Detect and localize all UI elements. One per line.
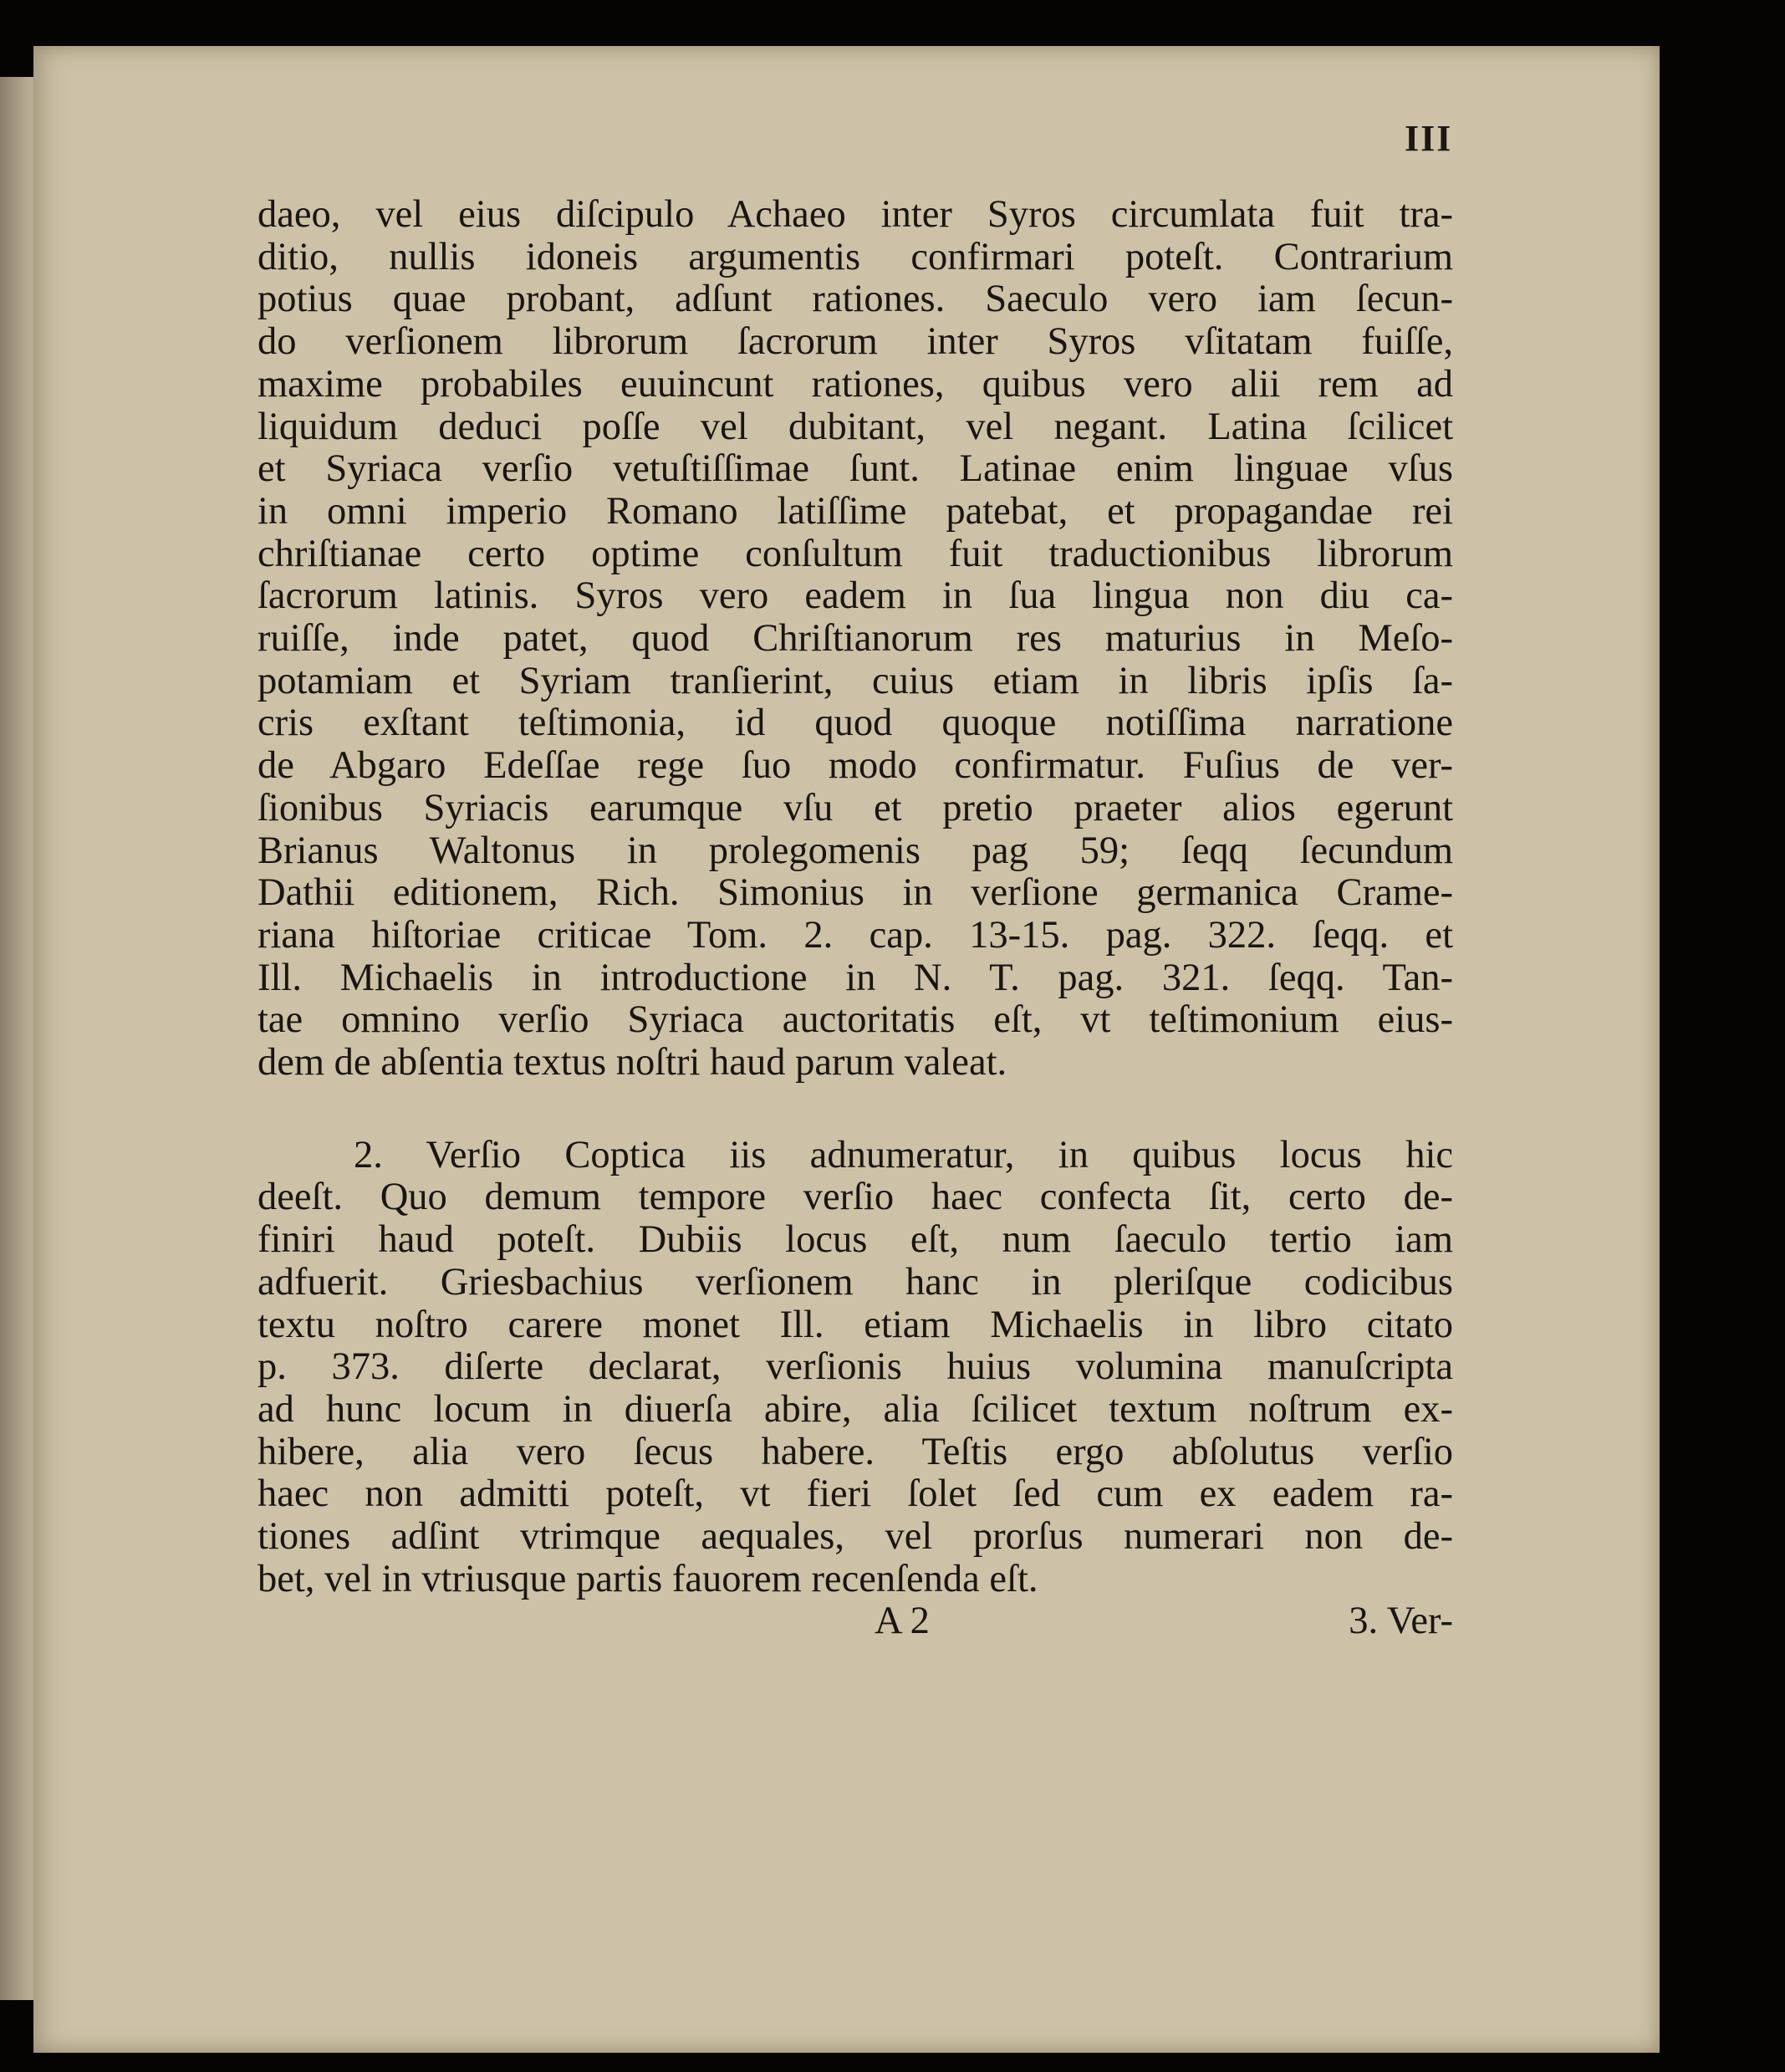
text-line: tae omnino verſio Syriaca auctoritatis eſt, vt teſtimonium eius- <box>258 998 1453 1042</box>
catchword: 3. Ver- <box>1349 1600 1453 1642</box>
text-line: potamiam et Syriam tranſierint, cuius etiam in libris ipſis ſa- <box>258 659 1453 702</box>
text-line: 2. Verſio Coptica iis adnumeratur, in quibus locus hic <box>354 1133 1453 1176</box>
text-line: ſionibus Syriacis earumque vſu et pretio praeter alios egerunt <box>258 786 1453 829</box>
text-line: maxime probabiles euuincunt rationes, quibus vero alii rem ad <box>258 362 1453 406</box>
text-line: deeſt. Quo demum tempore verſio haec confecta ſit, certo de- <box>258 1176 1453 1219</box>
text-line: textu noſtro carere monet Ill. etiam Michaelis in libro citato <box>258 1303 1453 1346</box>
text-line: adfuerit. Griesbachius verſionem hanc in pleriſque codicibus <box>258 1260 1453 1304</box>
text-line: do verſionem librorum ſacrorum inter Syros vſitatam fuiſſe, <box>258 320 1453 364</box>
text-line: ruiſſe, inde patet, quod Chriſtianorum res maturius in Meſo- <box>258 617 1453 661</box>
text-line: p. 373. diſerte declarat, verſionis huius volumina manuſcripta <box>258 1345 1453 1389</box>
text-line: de Abgaro Edeſſae rege ſuo modo confirmatur. Fuſius de ver- <box>258 744 1453 788</box>
page-number: III <box>1405 118 1453 159</box>
text-line: daeo, vel eius diſcipulo Achaeo inter Syros circumlata fuit tra- <box>258 193 1453 236</box>
text-line: cris exſtant teſtimonia, id quod quoque notiſſima narratione <box>258 702 1453 745</box>
text-line: Ill. Michaelis in introductione in N. T. pag. 321. ſeqq. Tan- <box>258 956 1453 999</box>
text-line: potius quae probant, adſunt rationes. Saeculo vero iam ſecun- <box>258 278 1453 321</box>
text-line: ditio, nullis idoneis argumentis confirmari poteſt. Contrarium <box>258 235 1453 278</box>
text-line: haec non admitti poteſt, vt fieri ſolet ſed cum ex eadem ra- <box>258 1472 1453 1516</box>
text-line: chriſtianae certo optime conſultum fuit traductionibus librorum <box>258 532 1453 575</box>
text-line: finiri haud poteſt. Dubiis locus eſt, num ſaeculo tertio iam <box>258 1218 1453 1262</box>
text-line: bet, vel in vtriusque partis fauorem recenſenda eſt. <box>258 1557 1038 1600</box>
paragraph-2 <box>258 1135 1453 1601</box>
text-line: liquidum deduci poſſe vel dubitant, vel negant. Latina ſcilicet <box>258 405 1453 448</box>
text-line: in omni imperio Romano latiſſime patebat, et propagandae rei <box>258 489 1453 533</box>
text-line: hibere, alia vero ſecus habere. Teſtis ergo abſolutus verſio <box>258 1430 1453 1473</box>
text-line: Dathii editionem, Rich. Simonius in verſione germanica Crame- <box>258 871 1453 915</box>
text-line: dem de abſentia textus noſtri haud parum valeat. <box>258 1041 1007 1084</box>
paragraph-1 <box>258 194 1453 1084</box>
signature-mark: A 2 <box>875 1600 930 1642</box>
text-line: tiones adſint vtrimque aequales, vel prorſus numerari non de- <box>258 1515 1453 1559</box>
page-footer <box>258 1599 1453 1649</box>
text-line: et Syriaca verſio vetuſtiſſimae ſunt. Latinae enim linguae vſus <box>258 447 1453 491</box>
text-line: riana hiſtoriae criticae Tom. 2. cap. 13-15. pag. 322. ſeqq. et <box>258 913 1453 957</box>
text-line: ſacrorum latinis. Syros vero eadem in ſua lingua non diu ca- <box>258 574 1453 618</box>
text-line: ad hunc locum in diuerſa abire, alia ſcilicet textum noſtrum ex- <box>258 1387 1453 1431</box>
body-text <box>258 194 1453 1601</box>
text-line: Brianus Waltonus in prolegomenis pag 59; ſeqq ſecundum <box>258 829 1453 872</box>
